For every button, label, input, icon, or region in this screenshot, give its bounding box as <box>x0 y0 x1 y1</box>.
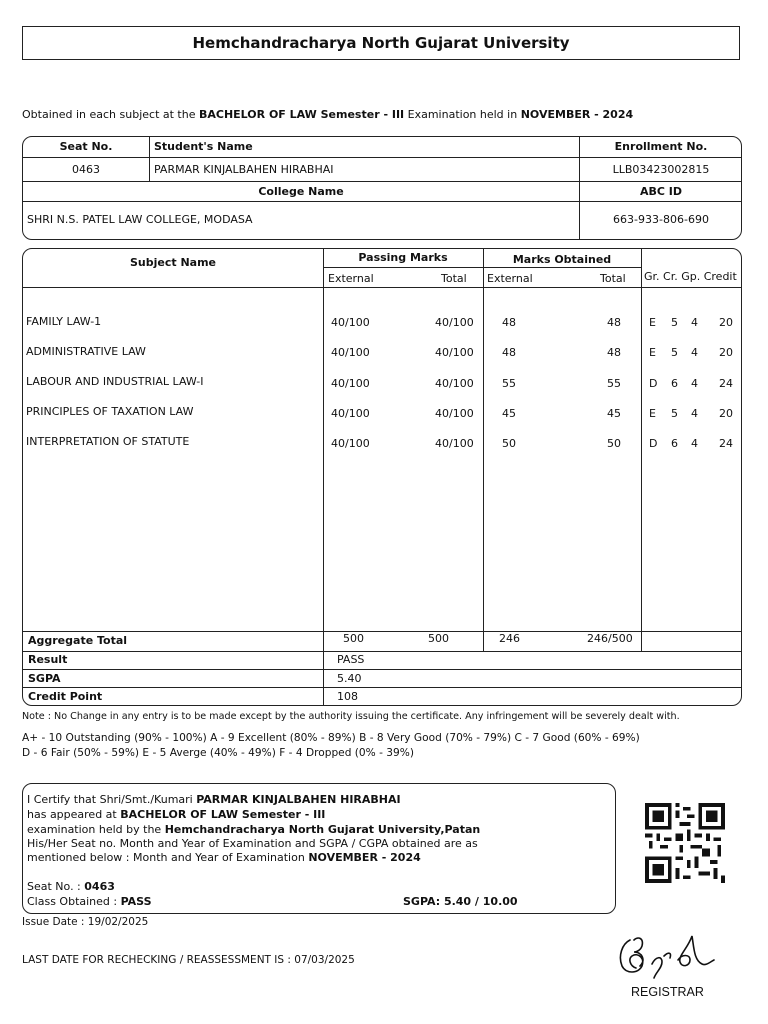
registrar-label: REGISTRAR <box>631 985 704 999</box>
student-name-header: Student's Name <box>154 140 253 153</box>
registrar-signature <box>612 926 722 982</box>
intro-month-year: NOVEMBER - 2024 <box>520 108 634 121</box>
cert-exam: BACHELOR OF LAW Semester - III <box>120 808 326 821</box>
passing-marks-header: Passing Marks <box>358 251 448 264</box>
credit-units: 5 <box>671 316 678 329</box>
pass-external: 40/100 <box>331 316 370 329</box>
pass-total: 40/100 <box>435 316 474 329</box>
abc-id-value: 663-933-806-690 <box>613 213 709 226</box>
cert-class-line <box>27 895 152 908</box>
student-name-value: PARMAR KINJALBAHEN HIRABHAI <box>154 163 334 176</box>
intro-line <box>22 108 633 121</box>
obtained-total-header: Total <box>600 272 626 285</box>
obtained-external: 45 <box>502 407 516 420</box>
passing-external-header: External <box>328 272 374 285</box>
aggregate-obtained-total: 246/500 <box>587 632 633 645</box>
grade: E <box>649 407 656 420</box>
subject-name: INTERPRETATION OF STATUTE <box>26 435 190 448</box>
intro-prefix: Obtained in each subject at the <box>22 108 199 121</box>
intro-middle: Examination held in <box>404 108 521 121</box>
cert-student-name: PARMAR KINJALBAHEN HIRABHAI <box>196 793 401 806</box>
obtained-total: 55 <box>607 377 621 390</box>
credit: 24 <box>719 437 733 450</box>
obtained-external: 50 <box>502 437 516 450</box>
cert-l2-prefix: has appeared at <box>27 808 121 821</box>
cert-line-4: His/Her Seat no. Month and Year of Examination and SGPA / CGPA obtained are as <box>27 837 478 850</box>
obtained-external-header: External <box>487 272 533 285</box>
credit: 24 <box>719 377 733 390</box>
cert-sgpa: SGPA: 5.40 / 10.00 <box>403 895 518 908</box>
obtained-external: 55 <box>502 377 516 390</box>
obtained-external: 48 <box>502 346 516 359</box>
credit-units: 6 <box>671 377 678 390</box>
enrollment-header: Enrollment No. <box>614 140 708 153</box>
credit-point-value: 108 <box>337 690 358 703</box>
seat-no-value: 0463 <box>72 163 100 176</box>
subject-name: PRINCIPLES OF TAXATION LAW <box>26 405 194 418</box>
aggregate-obtained-external: 246 <box>499 632 520 645</box>
note-text: Note : No Change in any entry is to be made except by the authority issuing the certificate. Any infringement will be severely dealt with. <box>22 711 680 722</box>
grade-scale-line-2: D - 6 Fair (50% - 59%) E - 5 Averge (40% - 49%) F - 4 Dropped (0% - 39%) <box>22 747 414 759</box>
cert-l1-prefix: I Certify that Shri/Smt./Kumari <box>27 793 197 806</box>
credit-units: 5 <box>671 346 678 359</box>
grade-point: 4 <box>691 346 698 359</box>
grade-scale-line-1: A+ - 10 Outstanding (90% - 100%) A - 9 Excellent (80% - 89%) B - 8 Very Good (70% - 79%) C - 7 Good (60% - 69%) <box>22 732 640 744</box>
credit: 20 <box>719 316 733 329</box>
grade-columns-header: Gr. Cr. Gp. Credit <box>644 270 737 283</box>
cert-l3-prefix: examination held by the <box>27 823 165 836</box>
grade: D <box>649 437 658 450</box>
cert-line-3 <box>27 823 480 836</box>
aggregate-total-label: Aggregate Total <box>28 634 128 647</box>
cert-month-year: NOVEMBER - 2024 <box>308 851 421 864</box>
subject-name: ADMINISTRATIVE LAW <box>26 345 146 358</box>
issue-date: Issue Date : 19/02/2025 <box>22 916 149 928</box>
grade-point: 4 <box>691 316 698 329</box>
sgpa-label: SGPA <box>28 672 61 685</box>
subject-name: FAMILY LAW-1 <box>26 315 102 328</box>
pass-external: 40/100 <box>331 407 370 420</box>
last-date-rechecking: LAST DATE FOR RECHECKING / REASSESSMENT IS : 07/03/2025 <box>22 954 355 966</box>
pass-total: 40/100 <box>435 346 474 359</box>
credit-point-label: Credit Point <box>28 690 103 703</box>
enrollment-value: LLB03423002815 <box>612 163 710 176</box>
grade: D <box>649 377 658 390</box>
cert-line-1 <box>27 793 401 806</box>
pass-external: 40/100 <box>331 346 370 359</box>
pass-total: 40/100 <box>435 437 474 450</box>
cert-university: Hemchandracharya North Gujarat University,Patan <box>164 823 481 836</box>
pass-external: 40/100 <box>331 377 370 390</box>
cert-seat-line <box>27 880 115 893</box>
pass-total: 40/100 <box>435 407 474 420</box>
abc-id-header: ABC ID <box>639 185 683 198</box>
cert-line-2 <box>27 808 325 821</box>
passing-total-header: Total <box>441 272 467 285</box>
certificate-box <box>22 783 616 914</box>
cert-class-prefix: Class Obtained : <box>27 895 121 908</box>
cert-seat-no: 0463 <box>84 880 115 893</box>
grade: E <box>649 316 656 329</box>
obtained-total: 45 <box>607 407 621 420</box>
seat-no-header: Seat No. <box>59 140 113 153</box>
student-info-table <box>22 136 742 240</box>
aggregate-pass-external: 500 <box>343 632 364 645</box>
cert-l5-prefix: mentioned below : Month and Year of Examination <box>27 851 309 864</box>
subject-name-header: Subject Name <box>129 256 217 269</box>
obtained-external: 48 <box>502 316 516 329</box>
credit-units: 6 <box>671 437 678 450</box>
marks-table <box>22 248 742 706</box>
pass-external: 40/100 <box>331 437 370 450</box>
obtained-total: 48 <box>607 316 621 329</box>
cert-seat-prefix: Seat No. : <box>27 880 85 893</box>
credit: 20 <box>719 346 733 359</box>
marks-obtained-header: Marks Obtained <box>512 253 612 266</box>
college-name-header: College Name <box>258 185 344 198</box>
credit-units: 5 <box>671 407 678 420</box>
result-value: PASS <box>337 653 365 666</box>
sgpa-value: 5.40 <box>337 672 362 685</box>
grade-point: 4 <box>691 377 698 390</box>
pass-total: 40/100 <box>435 377 474 390</box>
credit: 20 <box>719 407 733 420</box>
university-title: Hemchandracharya North Gujarat University <box>22 26 740 60</box>
result-label: Result <box>28 653 68 666</box>
college-name-value: SHRI N.S. PATEL LAW COLLEGE, MODASA <box>27 213 253 226</box>
intro-exam: BACHELOR OF LAW Semester - III <box>198 108 405 121</box>
cert-line-5 <box>27 851 421 864</box>
subject-name: LABOUR AND INDUSTRIAL LAW-I <box>26 375 204 388</box>
aggregate-pass-total: 500 <box>428 632 449 645</box>
cert-class: PASS <box>120 895 152 908</box>
obtained-total: 48 <box>607 346 621 359</box>
obtained-total: 50 <box>607 437 621 450</box>
grade-point: 4 <box>691 437 698 450</box>
qr-code-icon <box>643 803 727 883</box>
grade: E <box>649 346 656 359</box>
grade-point: 4 <box>691 407 698 420</box>
